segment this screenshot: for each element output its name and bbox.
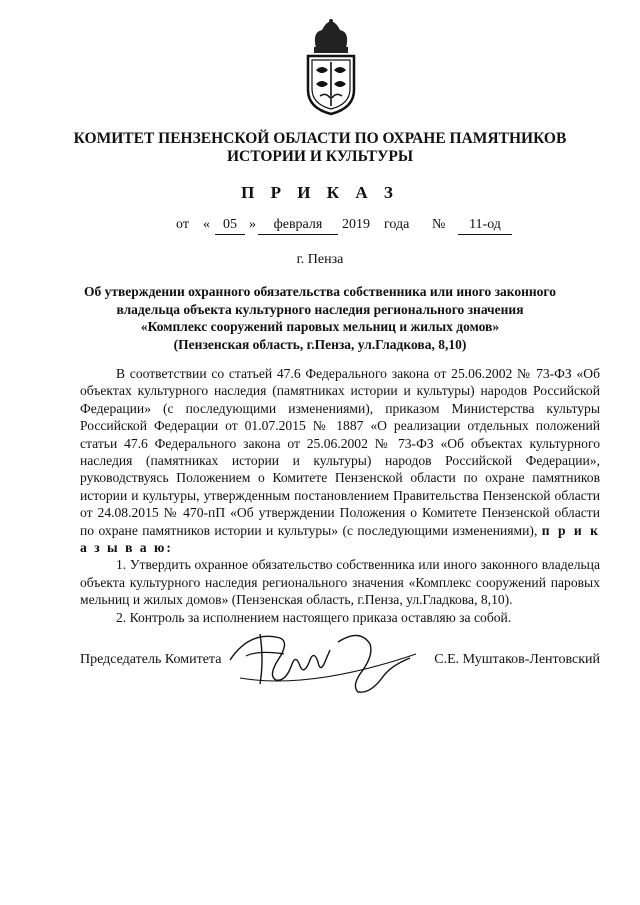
subject-line-2: владельца объекта культурного наследия регионального значения: [116, 301, 524, 317]
coat-of-arms-icon: [300, 18, 362, 116]
city: г. Пенза: [296, 252, 344, 267]
date-prefix: от: [176, 217, 189, 232]
document-body: [80, 365, 600, 626]
subject-line-4: (Пензенская область, г.Пенза, ул.Гладкова, 8,10): [173, 336, 467, 352]
paragraph-preamble: [80, 365, 600, 556]
date-quote-open: «: [203, 217, 210, 232]
preamble-text: В соответствии со статьей 47.6 Федерального закона от 25.06.2002 № 73-ФЗ «Об объектах культурного наследия (памятниках истории и культуры) народов Российской Федерации» (с последующими изменениями), приказом Министерства культуры Российской Федерации от 01.07.2015 № 1887 «О реализации отдельных положений статьи 47.6 Федерального закона от 25.06.2002 № 73-ФЗ «Об объектах культурного наследия (памятниках истории и культуры) народов Российской Федерации», руководствуясь Положением о Комитете Пензенской области по охране памятников истории и культуры, утвержденным постановлением Правительства Пензенской области от 24.08.2015 № 470-пП «Об утверждении Положения о Комитете Пензенской области по охране памятников истории и культуры» (с последующими изменениями),: [80, 366, 600, 538]
subject-line-1: Об утверждении охранного обязательства собственника или иного законного: [84, 284, 556, 299]
subject-line-3: «Комплекс сооружений паровых мельниц и жилых домов»: [140, 319, 500, 334]
organization-line-2: ИСТОРИИ И КУЛЬТУРЫ: [226, 148, 414, 165]
signatory-name: С.Е. Муштаков-Лентовский: [434, 652, 600, 667]
date-number-line: [0, 216, 640, 236]
date-day: 05: [215, 216, 245, 235]
paragraph-item-2: 2. Контроль за исполнением настоящего приказа оставляю за собой.: [116, 609, 512, 625]
organization-line-1: КОМИТЕТ ПЕНЗЕНСКОЙ ОБЛАСТИ ПО ОХРАНЕ ПАМЯТНИКОВ: [73, 130, 567, 147]
date-year-word: года: [384, 217, 410, 232]
date-month: февраля: [258, 216, 338, 235]
signatory-position: Председатель Комитета: [80, 652, 222, 667]
paragraph-item-1: 1. Утвердить охранное обязательство собственника или иного законного владельца объекта культурного наследия регионального значения «Комплекс сооружений паровых мельниц и жилых домов» (Пензенская область, г.Пенза, ул.Гладкова, 8,10).: [80, 557, 600, 608]
handwritten-signature-icon: [220, 620, 420, 700]
organization-name: [60, 130, 580, 166]
number-sign: №: [432, 217, 446, 232]
document-type-title: П Р И К А З: [241, 183, 399, 202]
date-year: 2019: [342, 217, 370, 232]
document-number: 11-од: [458, 216, 512, 235]
date-quote-close: »: [249, 217, 256, 232]
order-word: п р и к а з ы в а ю:: [80, 522, 600, 556]
subject-heading: [70, 283, 570, 353]
